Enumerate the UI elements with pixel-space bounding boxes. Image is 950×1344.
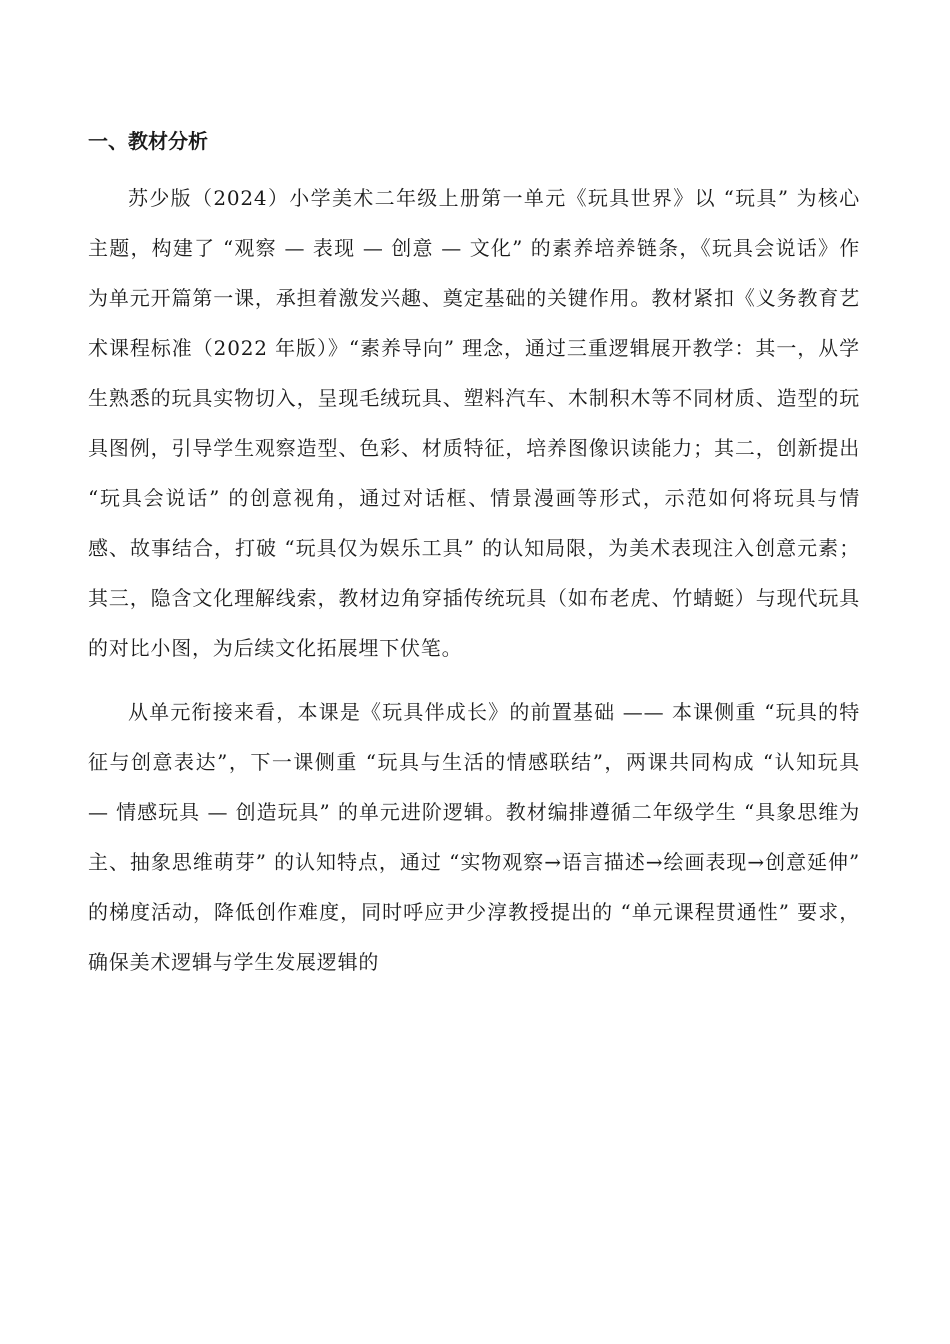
paragraph-textbook-structure: 苏少版（2024）小学美术二年级上册第一单元《玩具世界》以 “玩具” 为核心主题，构建了 “观察 — 表现 — 创意 — 文化” 的素养培养链条，《玩具会说话》作为单元开篇第一课，承担着激发兴趣、奠定基础的关键作用。教材紧扣《义务教育艺术课程标准（2022 年版）》“素养导向” 理念，通过三重逻辑展开教学：其一，从学生熟悉的玩具实物切入，呈现毛绒玩具、塑料汽车、木制积木等不同材质、造型的玩具图例，引导学生观察造型、色彩、材质特征，培养图像识读能力；其二，创新提出 “玩具会说话” 的创意视角，通过对话框、情景漫画等形式，示范如何将玩具与情感、故事结合，打破 “玩具仅为娱乐工具” 的认知局限，为美术表现注入创意元素；其三，隐含文化理解线索，教材边角穿插传统玩具（如布老虎、竹蜻蜓）与现代玩具的对比小图，为后续文化拓展埋下伏笔。 [88, 186, 860, 660]
document-page [88, 116, 860, 1001]
paragraph-unit-connection: 从单元衔接来看，本课是《玩具伴成长》的前置基础 —— 本课侧重 “玩具的特征与创意表达”，下一课侧重 “玩具与生活的情感联结”，两课共同构成 “认知玩具 — 情感玩具 — 创造玩具” 的单元进阶逻辑。教材编排遵循二年级学生 “具象思维为主、抽象思维萌芽” 的认知特点，通过 “实物观察→语言描述→绘画表现→创意延伸” 的梯度活动，降低创作难度，同时呼应尹少淳教授提出的 “单元课程贯通性” 要求，确保美术逻辑与学生发展逻辑的 [88, 700, 860, 974]
section-heading: 一、教材分析 [88, 129, 208, 153]
